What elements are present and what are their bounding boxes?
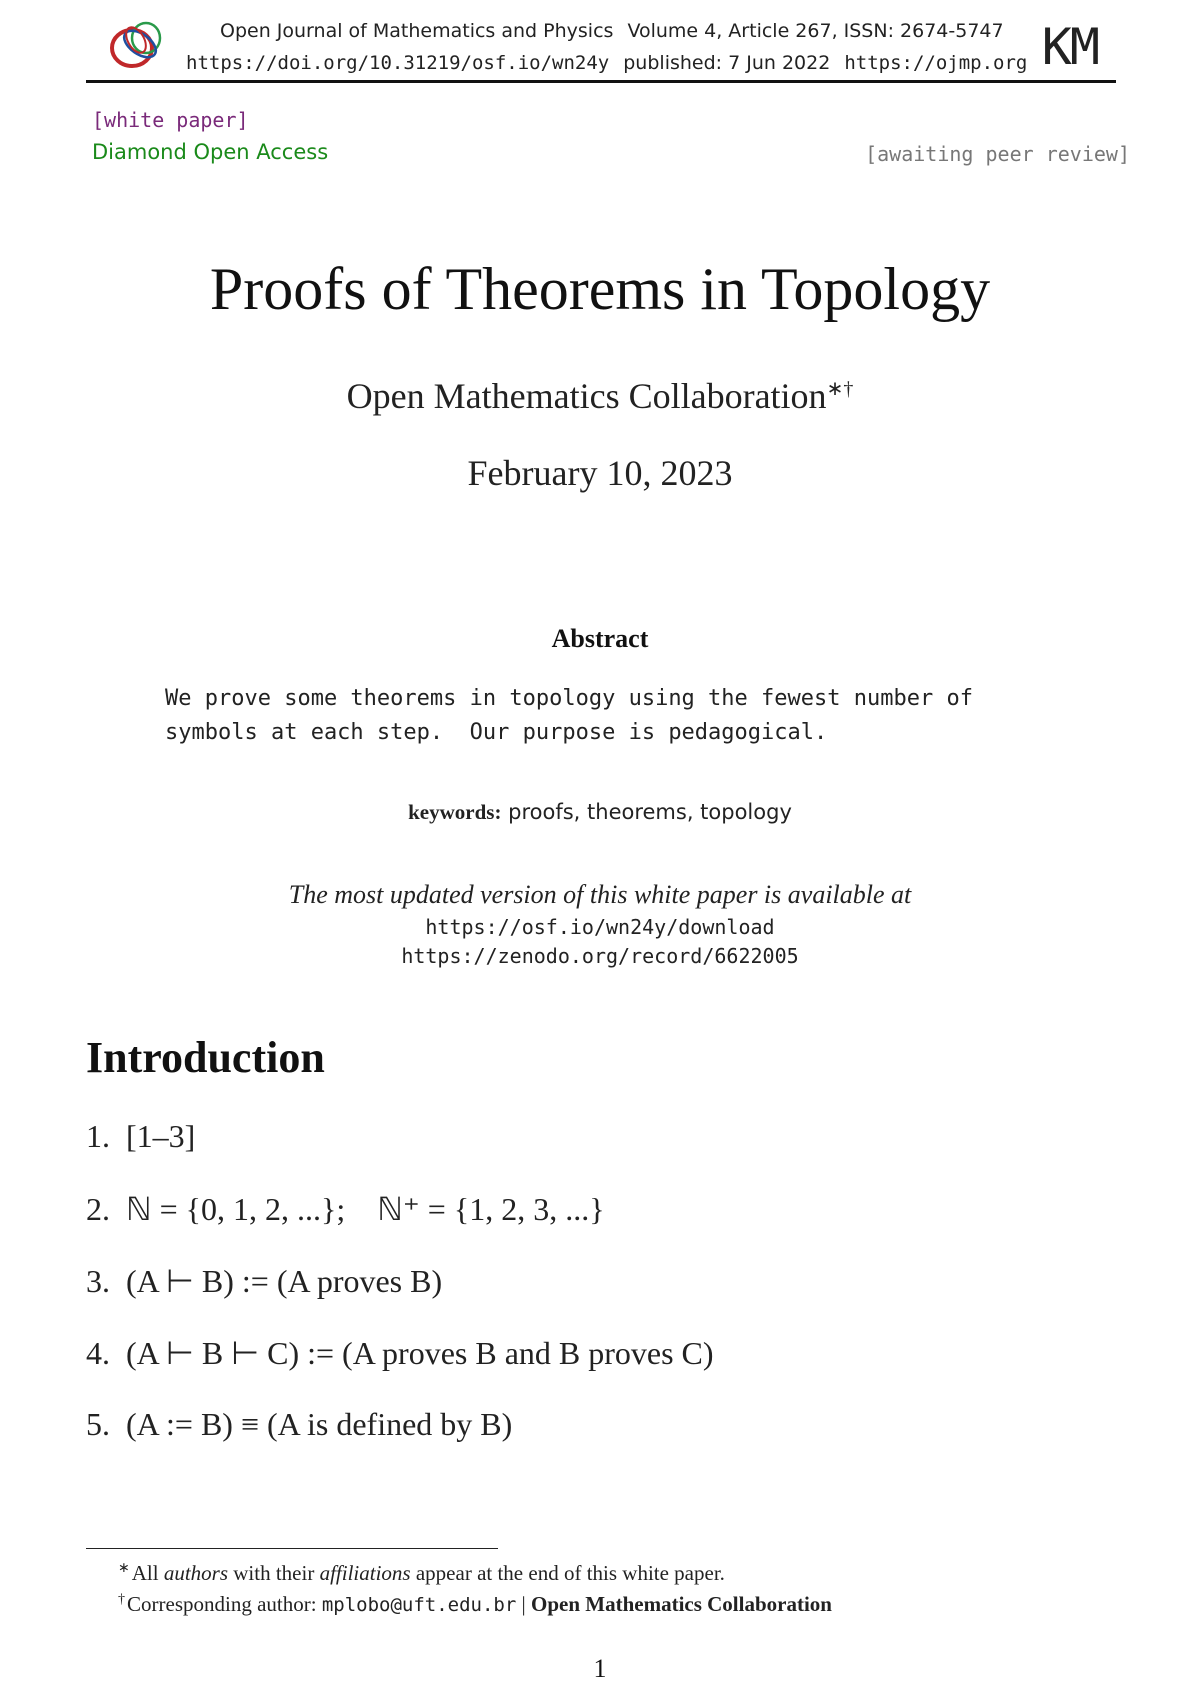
footnote-text: with their — [228, 1561, 320, 1585]
zenodo-record-link[interactable]: https://zenodo.org/record/6622005 — [401, 944, 799, 968]
white-paper-tag: [white paper] — [92, 108, 249, 132]
km-brand: KM — [1041, 18, 1098, 76]
footnote-text: All — [131, 1561, 164, 1585]
footnote-text: appear at the end of this white paper. — [410, 1561, 725, 1585]
footnote-mark: ∗ — [118, 1561, 130, 1576]
paper-date: February 10, 2023 — [467, 453, 733, 493]
abstract-line: We prove some theorems in topology using the fewest number of — [165, 686, 973, 711]
page-number: 1 — [593, 1654, 607, 1683]
list-item: 1. [1–3] — [86, 1118, 196, 1154]
abstract-body — [165, 682, 1065, 750]
journal-logo-icon — [106, 16, 176, 76]
footnote-separator: | — [516, 1592, 531, 1616]
abstract-line: symbols at each step. Our purpose is pedagogical. — [165, 720, 828, 745]
open-access-label: Diamond Open Access — [92, 140, 329, 164]
paper-title: Proofs of Theorems in Topology — [209, 256, 991, 322]
site-link[interactable]: https://ojmp.org — [844, 52, 1028, 74]
introduction-heading: Introduction — [86, 1033, 325, 1082]
footnote-corresponding — [118, 1592, 832, 1617]
footnote-authors — [118, 1560, 725, 1586]
list-item: 4. (A ⊢ B ⊢ C) := (A proves B and B proves C) — [86, 1335, 714, 1371]
list-item: 3. (A ⊢ B) := (A proves B) — [86, 1263, 443, 1299]
footnote-divider — [86, 1548, 498, 1549]
header-links-line — [186, 52, 1027, 74]
collaboration-name: Open Mathematics Collaboration — [531, 1592, 832, 1616]
review-status-tag: [awaiting peer review] — [865, 142, 1130, 166]
volume-info: Volume 4, Article 267, ISSN: 2674-5747 — [627, 20, 1004, 42]
journal-header — [86, 14, 1116, 83]
footnote-text: Corresponding author: — [127, 1592, 322, 1616]
published-date: published: 7 Jun 2022 — [623, 52, 831, 74]
introduction-list — [86, 1118, 1086, 1478]
author-name: Open Mathematics Collaboration — [346, 376, 827, 416]
affiliations-link[interactable]: affiliations — [319, 1561, 411, 1585]
keywords-line — [0, 800, 1200, 825]
journal-name: Open Journal of Mathematics and Physics — [220, 20, 614, 42]
list-item: 5. (A := B) ≡ (A is defined by B) — [86, 1406, 513, 1442]
updated-version-note: The most updated version of this white paper is available at — [288, 880, 912, 909]
abstract-heading: Abstract — [551, 624, 649, 653]
keywords-value: proofs, theorems, topology — [508, 800, 792, 824]
keywords-label: keywords: — [408, 800, 502, 824]
list-item: 2. ℕ = {0, 1, 2, ...}; ℕ⁺ = {1, 2, 3, ...} — [86, 1191, 605, 1227]
header-journal-line — [220, 20, 1004, 42]
corresponding-email[interactable]: mplobo@uft.edu.br — [321, 1594, 517, 1616]
author-line — [0, 375, 1200, 417]
osf-download-link[interactable]: https://osf.io/wn24y/download — [425, 915, 775, 939]
authors-link[interactable]: authors — [163, 1561, 229, 1585]
doi-link[interactable]: https://doi.org/10.31219/osf.io/wn24y — [186, 52, 610, 74]
author-footnote-marks: ∗† — [826, 378, 854, 400]
footnote-mark: † — [118, 1592, 125, 1607]
